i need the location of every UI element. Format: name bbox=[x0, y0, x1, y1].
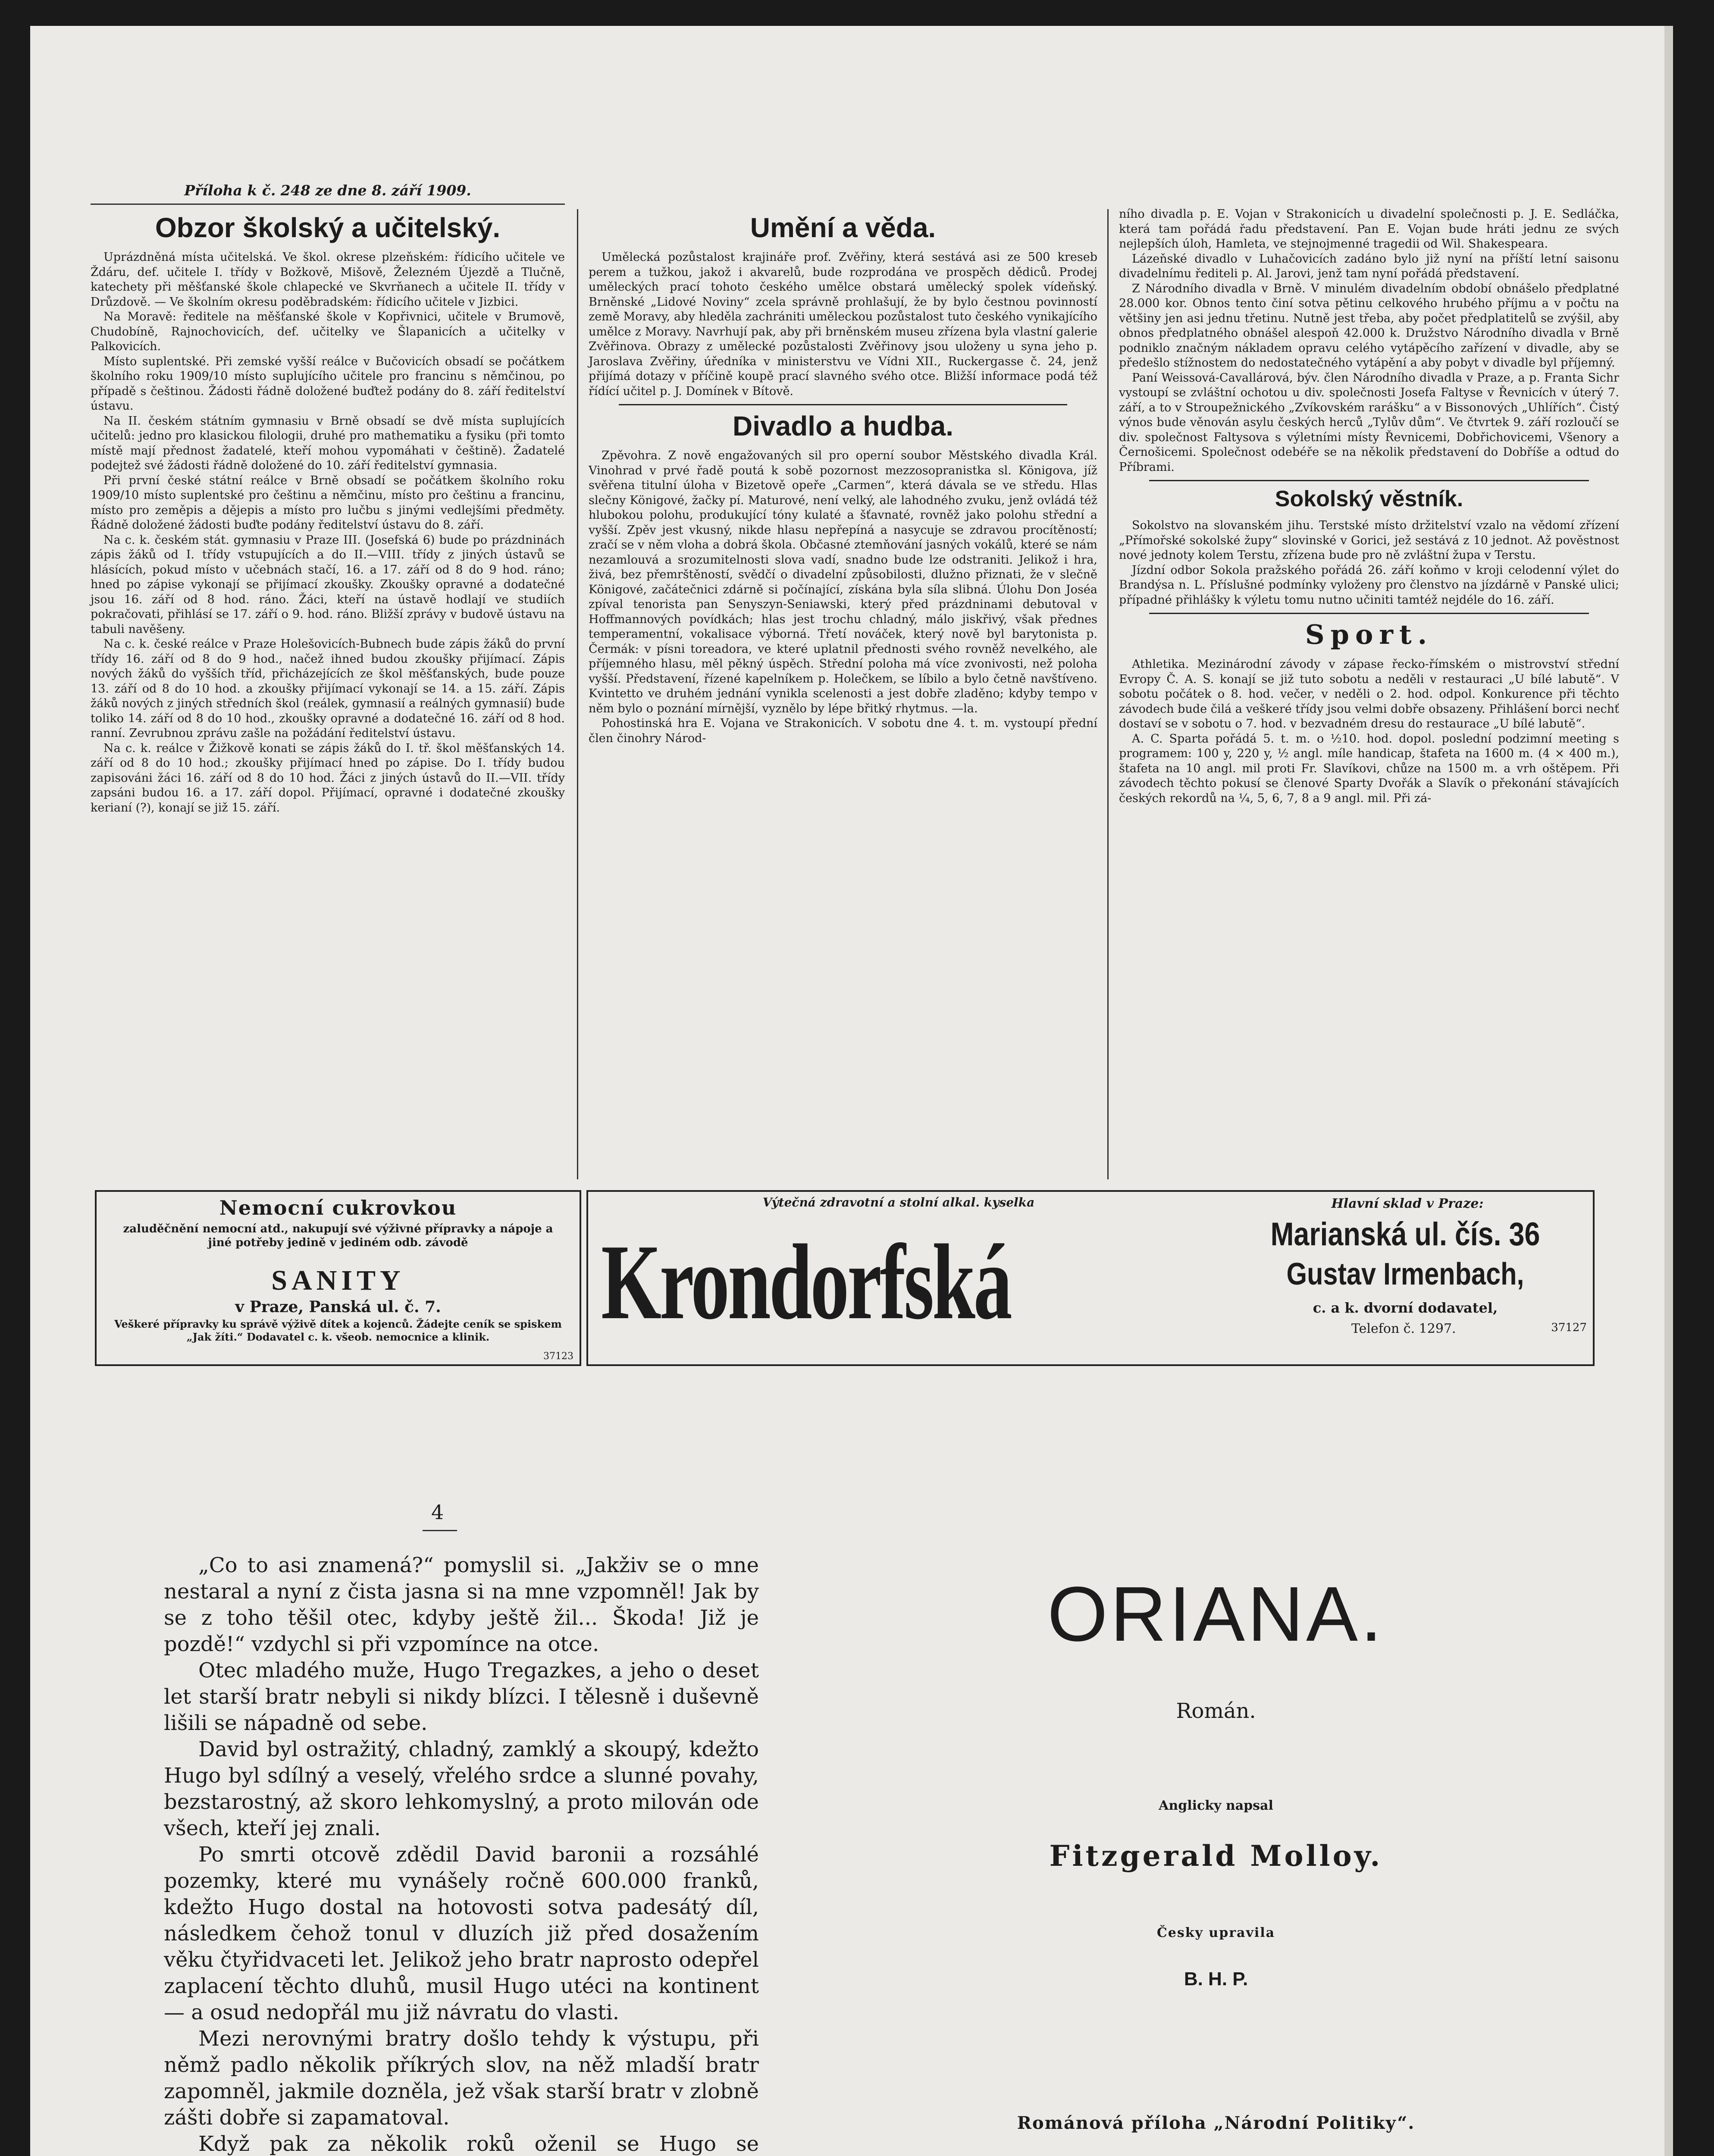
article-paragraph: Uprázdněná místa učitelská. Ve škol. okrese plzeňském: řídicího učitele ve Ždáru, def. učitele I. třídy v Božkově, Mišově, Železném Újezdě a Tlučně, katechety při měšťanské škole chlapecké ve Skvrňanech a učitele II. třídy v Drůzdově. — Ve školním okresu poděbradském: řídicího učitele v Jizbici. bbox=[91, 251, 565, 309]
article-paragraph: Lázeňské divadlo v Luhačovicích zadáno bylo již nyní na příští letní saisonu divadelnímu řediteli p. Al. Jarovi, jenž tam nyní pořádá představení. bbox=[1119, 252, 1619, 280]
book-title: ORIANA. bbox=[1047, 1571, 1385, 1658]
ad-text: Veškeré přípravky ku správě výživě dítek a kojenců. Žádejte ceník se spiskem „Jak žíti.“ Dodavatel c. k. všeob. nemocnice a klinik. bbox=[114, 1318, 562, 1343]
advertisement-krondorfska bbox=[586, 1190, 1595, 1366]
novel-paragraph: Když pak za několik roků oženil se Hugo se bbox=[198, 2132, 759, 2156]
novel-paragraph: „Co to asi znamená?“ pomyslil si. „Jakživ se o mne nestaral a nyní z čista jasna si na mne vzpomněl! Jak by se z toho těšil otec, kdyby ještě žil... Škoda! Již je pozdě!“ vzdychl si při vzpomínce na otce. bbox=[164, 1553, 759, 1656]
article-paragraph: Místo suplentské. Při zemské vyšší reálce v Bučovicích obsadí se počátkem školního roku 1909/10 místo suplujícího učitele pro francinu s němčinou, po případě s češtinou. Žádosti řádně doložené buďtež podány do 8. září ředitelství ústavu. bbox=[91, 354, 565, 413]
section-title-school: Obzor školský a učitelský. bbox=[155, 212, 501, 243]
ad-phone: Telefon č. 1297. bbox=[1351, 1321, 1456, 1336]
ad-number: 37127 bbox=[1551, 1321, 1587, 1334]
section-rule bbox=[619, 404, 1067, 405]
article-paragraph: Na c. k. reálce v Žižkově konati se zápis žáků do I. tř. škol měšťanských 14. září od 8 do 10 hod.; zkoušky přijímací hned po zápise. Do I. třídy budou zapisováni žáci 16. září od 8 do 10 hod. Žáci z jiných ústavů do II.—VII. třídy zapsáni budou 16. a 17. září dopol. Přijímací, opravné i dodatečné zkoušky kerianí (?), konají se již 15. září. bbox=[91, 741, 565, 815]
novel-text bbox=[164, 1552, 759, 2156]
ad-owner: Gustav Irmenbach, bbox=[1286, 1257, 1524, 1291]
ad-title: Nemocní cukrovkou bbox=[219, 1196, 457, 1219]
article-paragraph: Zpěvohra. Z nově engažovaných sil pro operní soubor Městského divadla Král. Vinohrad v prvé řadě poutá k sobě pozornost mezzosopranistka sl. Königova, jíž svěřena titulní úloha v Bizetově opeře „Carmen“, která dávala se ve středu. Hlas slečny Königové, žačky pí. Maturové, není velký, ale lahodného zvuku, jenž ovládá též hlubokou polohu, produkující tóny kulaté a šťavnaté, rovněž jako polohu střední a vyšší. Zpěv jest vkusný, nikde hlasu nepřepíná a nasycuje se zdravou procítěností; zračí se v něm vloha a dobrá škola. Občasné ztemňování jasných vokálů, které se nám nezamlouvá a srozumitelnosti slova vadí, snadno bude lze odstraniti. Jelikož i hra, živá, bez přemrštěností, svědčí o divadelní způsobilosti, dlužno přiznati, že v slečně Königové, začátečnici zdárně si počínající, získána byla síla slibná. Úlohu Don Joséa zpíval tenorista pan Senyszyn-Seniawski, který před prázdninami debutoval v Hoffmannových povídkách; hlas jest trochu chladný, málo jiskřivý, však přednes temperamentní, vokalisace výborná. Třetí nováček, který nově byl barytonista p. Čermák: v písni toreadora, ve které uplatnil přednosti svého rovněž nevelkého, ale příjemného hlasu, měl pěkný úspěch. Střední poloha má více zvonivosti, než poloha vyšší. Představení, řízené kapelníkem p. Holečkem, se líbilo a bylo četně navštíveno. Kvintetto ve druhém jednání vynikla scelenosti a jest dobře zladěno; kdyby tempo v něm bylo o poznání mírnější, vyznělo by lépe břitký rhytmus. —la. bbox=[589, 449, 1097, 715]
article-paragraph: Athletika. Mezinárodní závody v zápase řecko-římském o mistrovství střední Evropy Č. A. S. konají se již tuto sobotu a neděli v restauraci „U bílé labutě“. V sobotu počátek o 8. hod. večer, v neděli o 2. hod. odpol. Konkurence při těchto závodech bude čilá a veškeré třídy jsou velmi dobře obsazeny. Přihlášení borci nechť dostaví se v sobotu o 7. hod. v bezvadném dresu do restaurace „U bílé labutě“. bbox=[1119, 658, 1619, 730]
article-paragraph: Při první české státní reálce v Brně obsadí se počátkem školního roku 1909/10 místo suplentské pro češtinu a němčinu, místo pro češtinu a francinu, místo pro zeměpis a dějepis a místo pro lučbu s jinými vedlejšími předměty. Řádně doložené žádosti buďte podány ředitelství ústavu do 8. září. bbox=[91, 473, 565, 532]
article-paragraph: Na c. k. české reálce v Praze Holešovicích-Bubnech bude zápis žáků do první třídy 16. září od 8 do 9 hod., načež ihned budou zkoušky přijímací. Zápis nových žáků do vyšších tříd, přicházejících ze škol měšťanských, bude pouze 13. září od 8 do 10 hod. a zkoušky přijímací vykonají se 14. a 15. září. Zápis žáků nových z jiných středních škol (reálek, gymnasií a reálných gymnasií) bude toliko 14. září od 8 do 10 hod., zkoušky opravné a dodatečné 16. září od 8 hod. ranní. Zevrubnou zprávu zašle na požádání ředitelství ústavu. bbox=[91, 637, 565, 740]
article-paragraph: Na c. k. českém stát. gymnasiu v Praze III. (Josefská 6) bude po prázdninách zápis žáků od I. třídy vstupujících a do II.—VIII. třídy z jiných ústavů se hlásících, pokud místo v učebnách stačí, 16. a 17. září od 8 do 9 hod. ráno; hned po zápise vykonají se přijímací zkoušky. Zkoušky opravné a dodatečné jsou 16. září od 8 hod. ráno. Žáci, kteří na ústavě hodlají ve studiích pokračovati, přihlásí se 17. září o 9. hod. ráno. Bližší zprávy v budově ústavu na tabuli navěšeny. bbox=[91, 533, 565, 636]
translator-initials: B. H. P. bbox=[1184, 1968, 1248, 1990]
section-title-sokol: Sokolský věstník. bbox=[1275, 486, 1463, 511]
column-school bbox=[91, 207, 565, 815]
column-sokol-sport bbox=[1119, 207, 1619, 806]
article-paragraph: Na II. českém státním gymnasiu v Brně obsadí se dvě místa suplujících učitelů: jedno pro klasickou filologii, druhé pro mathematiku a fysiku (při tomto místě mají přednost žadatelé, kteří mohou vypomáhati v češtině). Žadatelé podejtež své žádosti řádně doložené do 10. září ředitelství gymnasia. bbox=[91, 414, 565, 472]
page-number: 4 bbox=[431, 1501, 444, 1524]
ad-address: v Praze, Panská ul. č. 7. bbox=[235, 1298, 441, 1316]
article-paragraph: Jízdní odbor Sokola pražského pořádá 26. září koňmo v kroji celodenní výlet do Brandýsa n. L. Příslušné podmínky vyloženy pro členstvo na jízdárně v Panské ulici; případné přihlášky k výletu tomu nutno učiniti tamtéž nejdéle do 16. září. bbox=[1119, 563, 1619, 607]
article-paragraph: Z Národního divadla v Brně. V minulém divadelním období obnášelo předplatné 28.000 kor. Obnos tento činí sotva pětinu celkového hrubého příjmu a v počtu na většiny jen asi jednu třetinu. Nutně jest třeba, aby počet předplatitelů se zvýšil, aby obnos předplatného obnášel alespoň 42.000 k. Družstvo Národního divadla v Brně podniklo značným nákladem opravu celého vytápěcího zařízení v divadle, aby se předešlo stížnostem do nedostatečného vytápění a aby pobyt v divadle byl příjemný. bbox=[1119, 282, 1619, 370]
ad-text: zaluděčnění nemocní atd., nakupují své výživné přípravky a nápoje a jiné potřeby jedině v jediném odb. závodě bbox=[123, 1222, 553, 1249]
section-rule bbox=[1149, 613, 1589, 614]
article-paragraph: Paní Weissová-Cavallárová, býv. člen Národního divadla v Praze, a p. Franta Sichr vystoupí se zvláštní ochotou u div. společnosti Josefa Faltyse v Řevnicích v úterý 7. září, a to v Stroupežnického „Zvíkovském rarášku“ a v Bissonových „Uhlířích“. Čistý výnos bude věnován asylu českých herců „Tylův dům“. Ve čtvrtek 9. září rozloučí se div. společnost Faltysova s výletními místy Řevnicemi, Dobřichovicemi, Všenory a Černošicemi. Společnost odebéře se na několik představení do Dobříše a odtud do Příbrami. bbox=[1119, 371, 1619, 474]
advertisement-sanity bbox=[95, 1190, 581, 1366]
ad-street: Marianská ul. čís. 36 bbox=[1270, 1216, 1540, 1253]
article-paragraph: Sokolstvo na slovanském jihu. Terstské místo držitelství vzalo na vědomí zřízení „Přímořské sokolské župy“ slovinské v Gorici, jež sestává z 10 jednot. Až pověstnost nové jednoty kolem Terstu, zřízena bude pro ně zvláštní župa v Terstu. bbox=[1119, 519, 1619, 562]
ad-brand: Krondorfská bbox=[601, 1222, 1011, 1342]
column-divider bbox=[577, 209, 578, 1179]
article-paragraph: Umělecká pozůstalost krajináře prof. Zvěřiny, která sestává asi ze 500 kreseb perem a tužkou, jakož i akvarelů, bude rozprodána ve prospěch dědiců. Prodej uměleckých prací tohoto českého umělce obstará umělecký spolek vídeňský. Brněnské „Lidové Noviny“ zcela správně prohlašují, že by bylo čestnou povinností země Moravy, aby hleděla zachrániti uměleckou pozůstalost tuto českého vynikajícího umělce z Moravy. Navrhují pak, aby při brněnském museu zřízena byla vlastní galerie Zvěřinova. Obrazy z umělecké pozůstalosti Zvěřinovy jsou uloženy u syna jeho p. Jaroslava Zvěřiny, úředníka v ministerstvu ve Vídni XII., Ruckergasse č. 24, jenž přijímá dotazy v příčině koupě prací slavného svého otce. Bližší informace podá též řídící učitel p. J. Domínek v Bítově. bbox=[589, 251, 1097, 398]
section-title-sport: Sport. bbox=[1305, 619, 1433, 650]
novel-paragraph: Otec mladého muže, Hugo Tregazkes, a jeho o deset let starší bratr nebyli si nikdy blízci. I tělesně i duševně lišili se nápadně od sebe. bbox=[164, 1658, 759, 1735]
novel-paragraph: Po smrti otcově zdědil David baronii a rozsáhlé pozemky, které mu vynášely ročně 600.000 franků, kdežto Hugo dostal na hotovosti sotva padesátý díl, následkem čehož tonul v dluzích již před dosažením věku čtyřidvaceti let. Jelikož jeho bratr naprosto odepřel zaplacení těchto dluhů, musil Hugo utéci na kontinent — a osud nedopřál mu již návratu do vlasti. bbox=[164, 1843, 759, 2024]
header-rule bbox=[91, 204, 565, 205]
article-paragraph: Pohostinská hra E. Vojana ve Strakonicích. V sobotu dne 4. t. m. vystoupí přední člen činohry Národ- bbox=[589, 717, 1097, 745]
ad-tagline: Výtečná zdravotní a stolní alkal. kyselka bbox=[762, 1195, 1035, 1210]
page-edge bbox=[1664, 26, 1673, 2156]
column-arts bbox=[589, 207, 1097, 746]
book-subtitle: Román. bbox=[1176, 1699, 1256, 1723]
article-paragraph: A. C. Sparta pořádá 5. t. m. o ½10. hod. dopol. poslední podzimní meeting s programem: 100 y, 220 y, ½ angl. míle handicap, štafeta na 1600 m. (4 × 400 m.), štafeta na 10 angl. mil proti Fr. Slavíkovi, chůze na 1500 m. a vrh oštěpem. Při závodech těchto pokusí se členové Sparty Dvořák a Slavík o překonání stávajících českých rekordů na ¼, 5, 6, 7, 8 a 9 angl. mil. Při zá- bbox=[1119, 732, 1619, 805]
novel-paragraph: Mezi nerovnými bratry došlo tehdy k výstupu, při němž padlo několik příkrých slov, na něž mladší bratr zapomněl, jakmile dozněla, jež však starší bratr v zlobně zášti dobře si zapamatoval. bbox=[164, 2027, 759, 2130]
section-rule bbox=[1149, 480, 1589, 481]
ad-store-label: Hlavní sklad v Praze: bbox=[1331, 1196, 1484, 1211]
ad-number: 37123 bbox=[543, 1351, 573, 1362]
supplement-note: Románová příloha „Národní Politiky“. bbox=[1017, 2113, 1415, 2133]
section-title-arts: Umění a věda. bbox=[750, 212, 936, 243]
column-divider bbox=[1107, 209, 1109, 1179]
novel-paragraph: David byl ostražitý, chladný, zamklý a skoupý, kdežto Hugo byl sdílný a veselý, vřelého srdce a slunné povahy, bezstarostný, až skoro lehkomyslný, a proto milován ode všech, kteří jej znali. bbox=[164, 1737, 759, 1840]
newspaper-page bbox=[30, 26, 1673, 2156]
ad-supplier: c. a k. dvorní dodavatel, bbox=[1313, 1300, 1498, 1316]
section-title-theatre: Divadlo a hudba. bbox=[732, 411, 954, 442]
translator-note: Anglicky napsal bbox=[1159, 1798, 1273, 1813]
ad-brand: SANITY bbox=[271, 1265, 405, 1296]
page-number-rule bbox=[423, 1530, 457, 1531]
page-header: Příloha k č. 248 ze dne 8. září 1909. bbox=[184, 182, 471, 199]
article-paragraph: Na Moravě: ředitele na měšťanské škole v Kopřivnici, učitele v Brumově, Chudobíně, Rajnochovicích, def. učitelky ve Šlapanicích a učitelky v Palkovicích. bbox=[91, 310, 565, 353]
book-author: Fitzgerald Molloy. bbox=[1049, 1839, 1383, 1873]
article-paragraph: ního divadla p. E. Vojan v Strakonicích u divadelní společnosti p. J. E. Sedláčka, která tam pořádá řadu představení. Pan E. Vojan bude hráti jednu ze svých nejlepších úloh, Hamleta, ve stejnojmenné tragedii od Wil. Shakespeara. bbox=[1119, 207, 1619, 251]
adapted-note: Česky upravila bbox=[1156, 1925, 1275, 1940]
